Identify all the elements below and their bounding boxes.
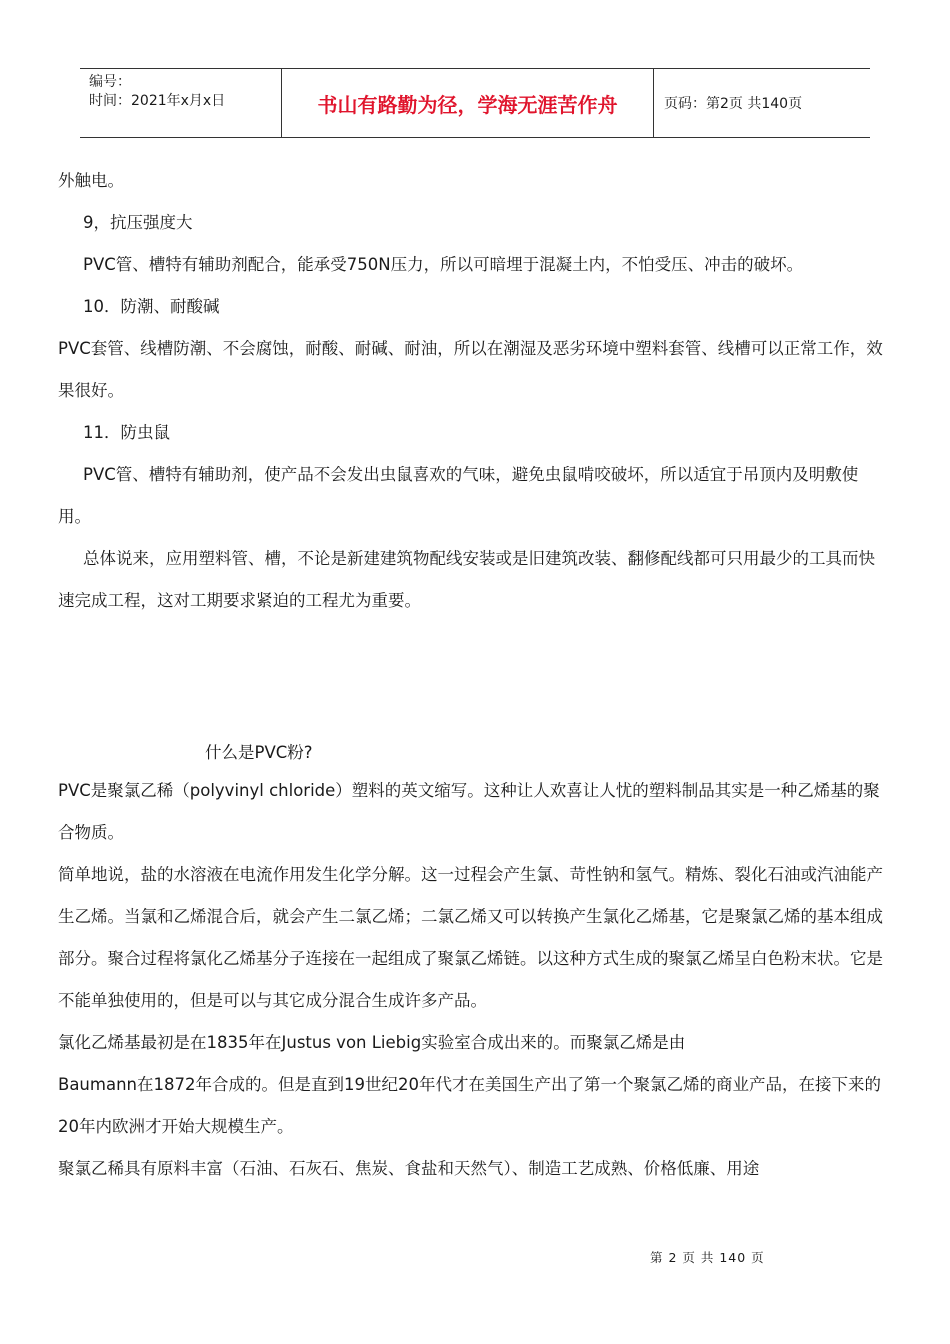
header-page-info: 页码：第2页 共140页 [664,96,803,112]
section-title: 什么是PVC粉? [205,743,313,762]
paragraph: PVC套管、线槽防潮、不会腐蚀，耐酸、耐碱、耐油，所以在潮湿及恶劣环境中塑料套管、线槽可以正常工作，效果很好。 [58,339,883,400]
paragraph: 总体说来，应用塑料管、槽，不论是新建建筑物配线安装或是旧建筑改装、翻修配线都可只用最少的工具而快速完成工程，这对工期要求紧迫的工程尤为重要。 [58,549,875,610]
paragraph: 简单地说，盐的水溶液在电流作用发生化学分解。这一过程会产生氯、苛性钠和氢气。精炼、裂化石油或汽油能产生乙烯。当氯和乙烯混合后，就会产生二氯乙烯；二氯乙烯又可以转换产生氯化乙烯基，它是聚氯乙烯的基本组成部分。聚合过程将氯化乙烯基分子连接在一起组成了聚氯乙烯链。以这种方式生成的聚氯乙烯呈白色粉末状。它是不能单独使用的，但是可以与其它成分混合生成许多产品。 [58,865,883,1010]
paragraph: PVC管、槽特有辅助剂配合，能承受750N压力，所以可暗埋于混凝土内，不怕受压、冲击的破坏。 [83,255,804,274]
paragraph: PVC是聚氯乙稀（polyvinyl chloride）塑料的英文缩写。这种让人欢喜让人忧的塑料制品其实是一种乙烯基的聚合物质。 [58,781,880,842]
subheading: 9，抗压强度大 [83,213,193,232]
paragraph: Baumann在1872年合成的。但是直到19世纪20年代才在美国生产出了第一个聚氯乙烯的商业产品，在接下来的20年内欧洲才开始大规模生产。 [58,1075,881,1136]
page-header [80,68,870,138]
paragraph: 外触电。 [58,171,124,190]
header-divider [653,69,654,137]
paragraph: 聚氯乙稀具有原料丰富（石油、石灰石、焦炭、食盐和天然气）、制造工艺成熟、价格低廉、用途 [58,1159,760,1178]
subheading: 10．防潮、耐酸碱 [83,297,220,316]
document-number: 编号： [89,74,131,90]
subheading: 11．防虫鼠 [83,423,170,442]
document-date: 时间：2021年x月x日 [89,93,226,109]
page-footer: 第 2 页 共 140 页 [650,1250,765,1265]
header-meta [80,69,280,137]
paragraph: 氯化乙烯基最初是在1835年在Justus von Liebig实验室合成出来的。而聚氯乙烯是由 [58,1033,686,1052]
section-pvc-powder [58,770,890,1190]
section-advantages [58,160,890,622]
paragraph: PVC管、槽特有辅助剂，使产品不会发出虫鼠喜欢的气味，避免虫鼠啃咬破坏，所以适宜于吊顶内及明敷使用。 [58,465,859,526]
header-motto: 书山有路勤为径，学海无涯苦作舟 [317,92,618,117]
